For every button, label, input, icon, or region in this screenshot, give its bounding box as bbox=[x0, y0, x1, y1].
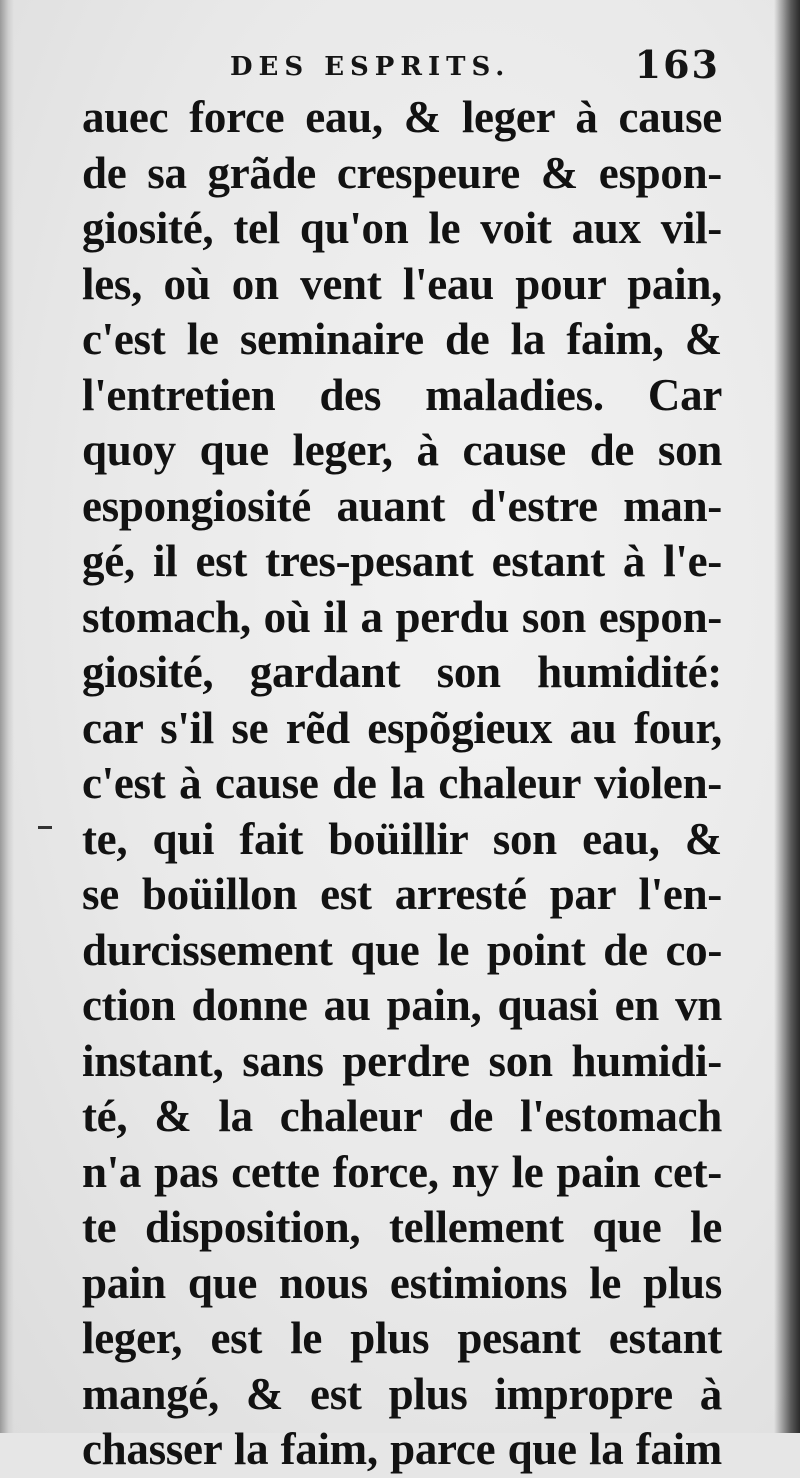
text-line: pain que nous estimions le plus bbox=[82, 1257, 722, 1308]
text-line: se boüillon est arresté par l'en- bbox=[82, 869, 722, 919]
page-gutter-shadow bbox=[774, 0, 800, 1433]
text-line: te disposition, tellement que le bbox=[82, 1202, 722, 1252]
text-line: leger, est le plus pesant estant bbox=[82, 1313, 722, 1363]
text-line: l'entretien des maladies. Car bbox=[82, 369, 722, 420]
margin-mark bbox=[38, 826, 52, 829]
text-line: gé, il est tres-pesant estant à l'e- bbox=[82, 536, 722, 586]
text-line: quoy que leger, à cause de son bbox=[82, 425, 722, 475]
text-line: mangé, & est plus impropre à bbox=[82, 1368, 722, 1419]
text-line: te, qui fait boüillir son eau, & bbox=[82, 813, 722, 864]
text-line: giosité, tel qu'on le voit aux vil- bbox=[82, 203, 722, 253]
body-text bbox=[82, 90, 722, 1478]
page-left-shadow bbox=[0, 0, 14, 1433]
text-line: instant, sans perdre son humidi- bbox=[82, 1035, 722, 1086]
text-line: c'est à cause de la chaleur violen- bbox=[82, 758, 722, 808]
text-line: auec force eau, & leger à cause bbox=[82, 92, 722, 142]
text-line: durcissement que le point de co- bbox=[82, 924, 722, 975]
text-line: té, & la chaleur de l'estomach bbox=[82, 1091, 722, 1141]
text-line: car s'il se rẽd espõgieux au four, bbox=[82, 702, 722, 753]
text-line: c'est le seminaire de la faim, & bbox=[82, 314, 722, 364]
text-line: espongiosité auant d'estre man- bbox=[82, 480, 722, 531]
text-line: de sa grãde crespeure & espon- bbox=[82, 147, 722, 198]
text-line: les, où on vent l'eau pour pain, bbox=[82, 258, 722, 309]
page-number: 163 bbox=[634, 42, 720, 87]
text-line: n'a pas cette force, ny le pain cet- bbox=[82, 1146, 722, 1197]
page-header bbox=[90, 42, 720, 92]
text-line: giosité, gardant son humidité: bbox=[82, 647, 722, 697]
text-line: ction donne au pain, quasi en vn bbox=[82, 980, 722, 1030]
running-title: DES ESPRITS. bbox=[230, 52, 511, 82]
text-line: stomach, où il a perdu son espon- bbox=[82, 591, 722, 642]
text-line: chasser la faim, parce que la faim bbox=[82, 1424, 722, 1474]
